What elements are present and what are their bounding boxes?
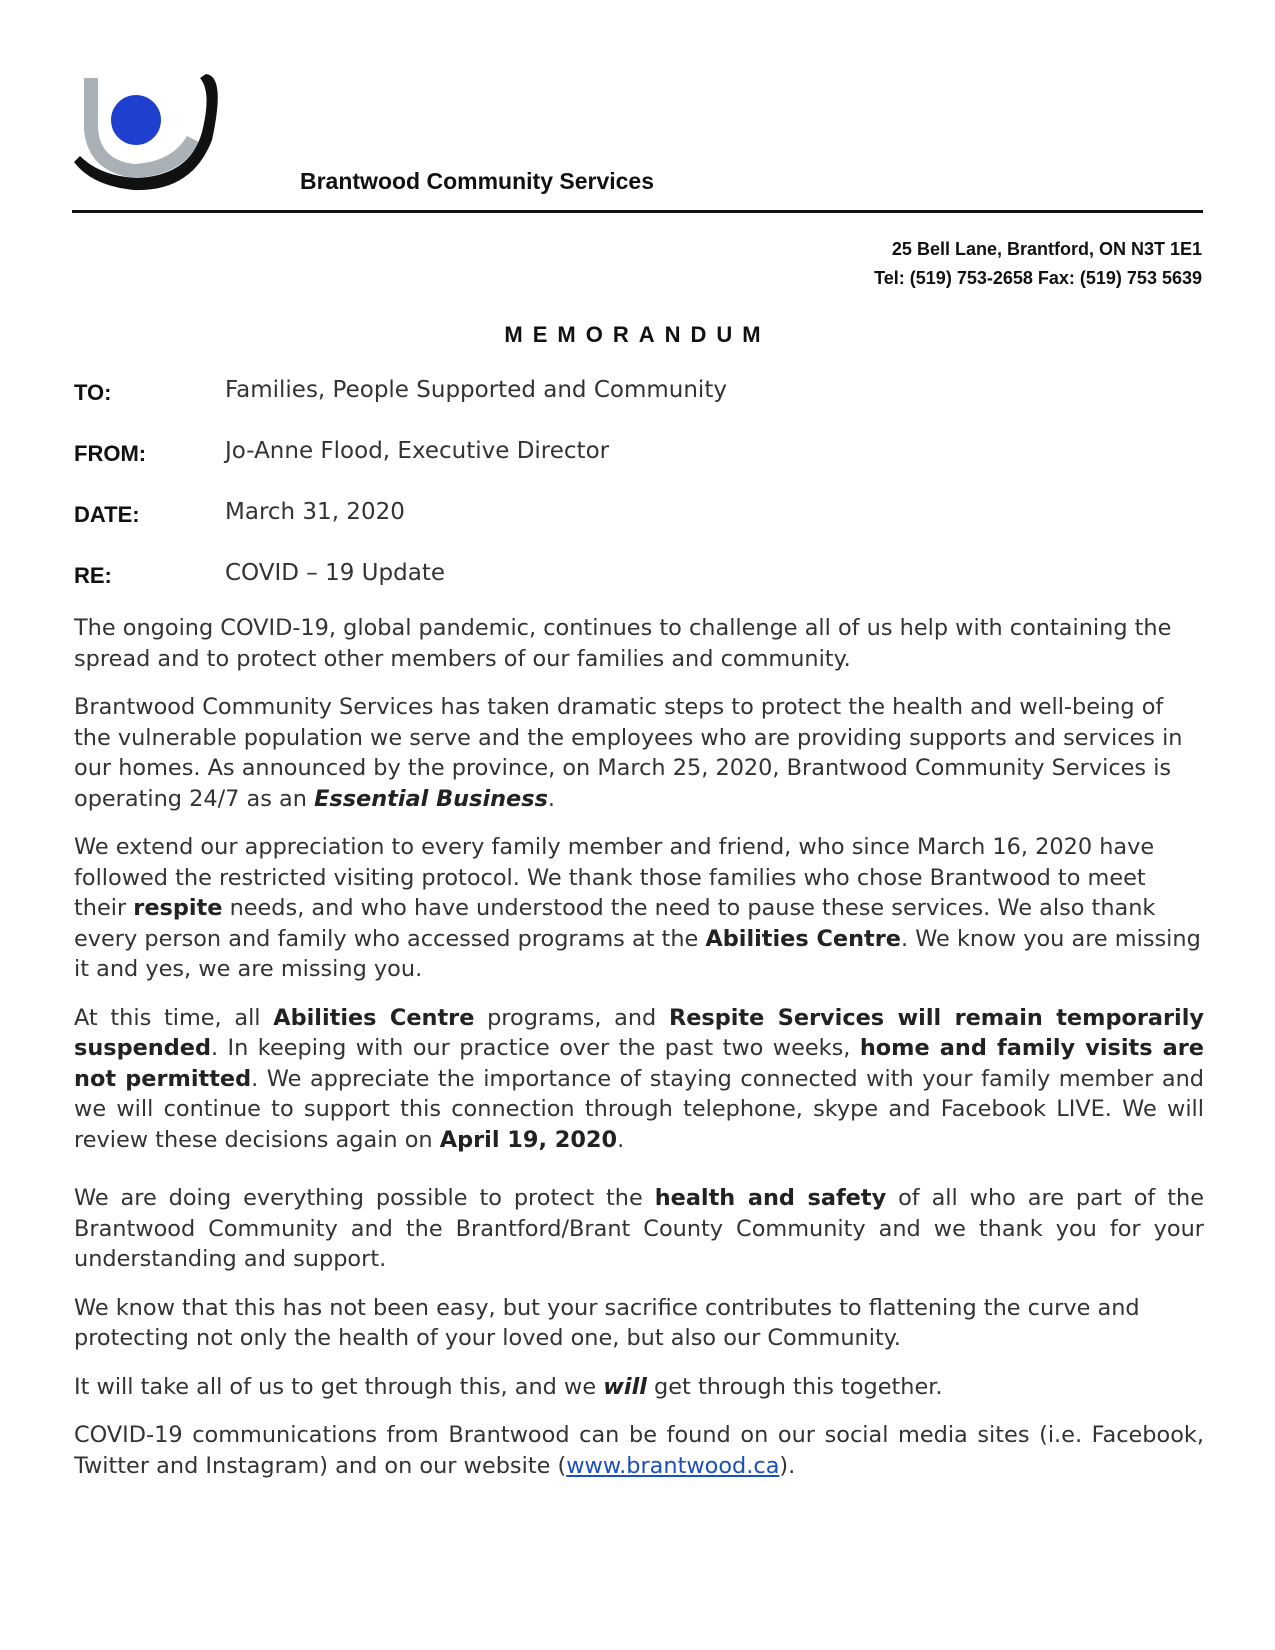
to-label: TO: bbox=[74, 380, 112, 405]
memo-body bbox=[74, 613, 1204, 1499]
from-value: Jo-Anne Flood, Executive Director bbox=[225, 438, 610, 464]
brantwood-logo bbox=[74, 70, 224, 195]
paragraph-8: COVID-19 communications from Brantwood can be found on our social media sites (i.e. Facebook, Twitter and Instagram) and on our website (www.brantwood.ca). bbox=[74, 1422, 1204, 1479]
paragraph-1: The ongoing COVID-19, global pandemic, continues to challenge all of us help with containing the spread and to protect other members of our families and community. bbox=[74, 615, 1172, 672]
website-link[interactable]: www.brantwood.ca bbox=[566, 1452, 780, 1479]
date-value: March 31, 2020 bbox=[225, 499, 405, 525]
paragraph-4: At this time, all Abilities Centre programs, and Respite Services will remain temporarily suspended. In keeping with our practice over the past two weeks, home and family visits are not permitted. We appreciate the importance of staying connected with your family member and we will continue to support this connection through telephone, skype and Facebook LIVE. We will review these decisions again on April 19, 2020. bbox=[74, 1004, 1205, 1153]
re-value: COVID – 19 Update bbox=[225, 560, 445, 586]
address-block bbox=[874, 235, 1202, 293]
paragraph-2: Brantwood Community Services has taken dramatic steps to protect the health and well-being of the vulnerable population we serve and the employees who are providing supports and services in our homes. As announced by the province, on March 25, 2020, Brantwood Community Services is operating 24/7 as an Essential Business. bbox=[74, 694, 1183, 812]
memo-title: MEMORANDUM bbox=[504, 322, 771, 347]
from-label: FROM: bbox=[74, 441, 147, 466]
logo-blue-dot bbox=[111, 95, 161, 145]
header-divider bbox=[72, 210, 1203, 213]
organization-name: Brantwood Community Services bbox=[300, 168, 655, 194]
paragraph-3: We extend our appreciation to every family member and friend, who since March 16, 2020 have followed the restricted visiting protocol. We thank those families who chose Brantwood to meet their respite needs, and who have understood the need to pause these services. We also thank every person and family who accessed programs at the Abilities Centre. We know you are missing it and yes, we are missing you. bbox=[74, 834, 1201, 982]
contact-line: Tel: (519) 753-2658 Fax: (519) 753 5639 bbox=[874, 268, 1202, 288]
to-value: Families, People Supported and Community bbox=[225, 377, 727, 403]
essential-business-emphasis: Essential Business bbox=[314, 785, 548, 812]
paragraph-7: It will take all of us to get through this, and we will get through this together. bbox=[74, 1373, 943, 1400]
date-label: DATE: bbox=[74, 502, 140, 527]
paragraph-5: We are doing everything possible to protect the health and safety of all who are part of the Brantwood Community and the Brantford/Brant County Community and we thank you for your understanding and support. bbox=[74, 1185, 1204, 1272]
address-line: 25 Bell Lane, Brantford, ON N3T 1E1 bbox=[891, 239, 1202, 259]
re-label: RE: bbox=[74, 563, 112, 588]
paragraph-6: We know that this has not been easy, but your sacrifice contributes to flattening the curve and protecting not only the health of your loved one, but also our Community. bbox=[74, 1294, 1140, 1351]
